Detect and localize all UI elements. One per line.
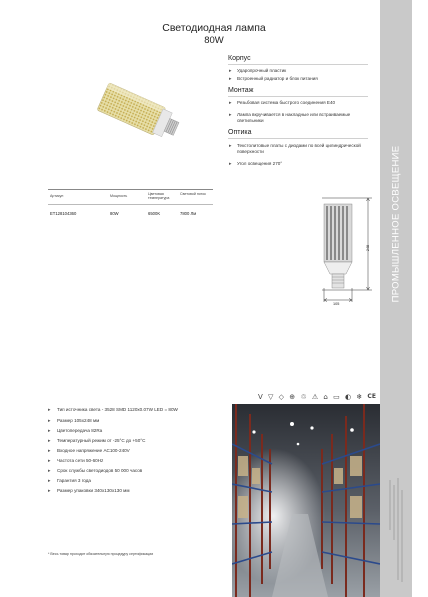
brand-tag-graphic: [384, 470, 410, 590]
table-top-rule: [48, 189, 213, 190]
list-item: ▸ Цветопередача 82Ra: [48, 428, 228, 434]
section-heading-optics: Оптика: [228, 129, 252, 136]
table-header-color-temp: Цветовая температура: [148, 192, 170, 201]
list-item: ▸ Текстолитовые платы с диодами по всей цилиндрической поверхности: [230, 143, 370, 155]
table-header-article: Артикул: [50, 194, 64, 198]
list-item: ▸ Резьбовая система быстрого соединения E40: [230, 100, 370, 106]
list-item: ▸ Срок службы светодиодов 50 000 часов: [48, 468, 228, 474]
list-item: ▸ Ударопрочный пластик: [230, 68, 370, 74]
list-item: ▸ Тип источника света - 3528 SMD 1120х0.07W LED = 80W: [48, 407, 228, 413]
list-item: ▸ Встроенный радиатор и блок питания: [230, 76, 370, 82]
table-header-flux: Световой поток: [180, 192, 206, 196]
product-power: 80W: [204, 35, 224, 46]
list-item: ▸ Гарантия 3 года: [48, 478, 228, 484]
list-item: ▸ Лампа вкручивается в накладные или встраиваемые светильники: [230, 112, 370, 124]
certification-icons: [258, 392, 376, 402]
list-item: ▸ Входное напряжение AC100-240V: [48, 448, 228, 454]
triangle-icon: ▽: [268, 393, 274, 401]
table-cell-article: ET128104360: [50, 211, 77, 216]
product-title: Светодиодная лампа: [162, 22, 266, 34]
house-icon: ⌂: [323, 393, 328, 401]
warning-icon: ⚠: [311, 393, 319, 401]
battery-icon: ▭: [333, 393, 340, 401]
diamond-icon: ◇: [278, 393, 285, 401]
v-mark-icon: V: [258, 393, 263, 401]
lamp-product-image: [92, 77, 192, 167]
section-heading-corpus: Корпус: [228, 55, 251, 62]
footnote: * Весь товар проходит обязательную процедуру сертификации: [48, 552, 154, 556]
divider: [228, 138, 368, 139]
table-cell-flux: 7800 Лм: [180, 211, 197, 216]
ce-mark-icon: CE: [367, 393, 376, 400]
list-item: ▸ Размер упаковки 340х130х130 мм: [48, 488, 228, 494]
target-icon: ⊕: [289, 393, 296, 401]
list-item: ▸ Температурный режим от -25°С до +50°С: [48, 438, 228, 444]
half-circle-icon: ◐: [344, 393, 352, 401]
warehouse-photo: [232, 404, 380, 597]
table-cell-color-temp: 6500K: [148, 211, 161, 216]
width-dimension-label: 105: [333, 302, 340, 306]
list-item: ▸ Угол освещения 270°: [230, 161, 370, 167]
height-dimension-label: 248: [366, 244, 371, 252]
list-item: ▸ Размер 105х248 мм: [48, 418, 228, 424]
snowflake-icon: ❄: [356, 393, 363, 401]
recycle-icon: ♲: [300, 393, 307, 401]
section-heading-montage: Монтаж: [228, 87, 254, 94]
catalog-page: Светодиодная лампа 80W ПРОМЫШЛЕННОЕ ОСВЕЩЕНИЕ Корпус ▸ Ударопрочный пластик ▸ Встроенный радиатор и блок питания Монтаж ▸ Резьбовая система быстрого соединения E40 ▸ Лампа вкручивается в накладные или встраиваемые светильники Оптика ▸ Текстолитовые платы с диодами по всей цилиндрической поверхности ▸ Угол освещения 270° Артикул Мощность Цветовая температура Световой поток ET128104360 80W 6500K 7800 Лм 248 105 V ▽ ◇ ⊕ ♲ ⚠ ⌂ ▭ ◐ ❄ CE ▸ Тип источника света - 3528 SMD 1120х0.07W LED = 80W ▸ Размер 105х248 мм ▸ Цветопередача 82Ra ▸ Температурный режим от -25°С до +50°С ▸ Входное напряжение AC100-240V ▸ Частота сети 50-60Hz ▸ Срок службы светодиодов 50 000 часов ▸ Гарантия 3 года ▸ Размер упаковки 340х130х130 мм * Весь товар проходит обязательную процедуру сертификации: [0, 0, 428, 597]
divider: [228, 64, 368, 65]
table-header-power: Мощность: [110, 194, 128, 198]
divider: [228, 96, 368, 97]
table-cell-power: 80W: [110, 211, 119, 216]
list-item: ▸ Частота сети 50-60Hz: [48, 458, 228, 464]
table-header-rule: [48, 204, 213, 205]
